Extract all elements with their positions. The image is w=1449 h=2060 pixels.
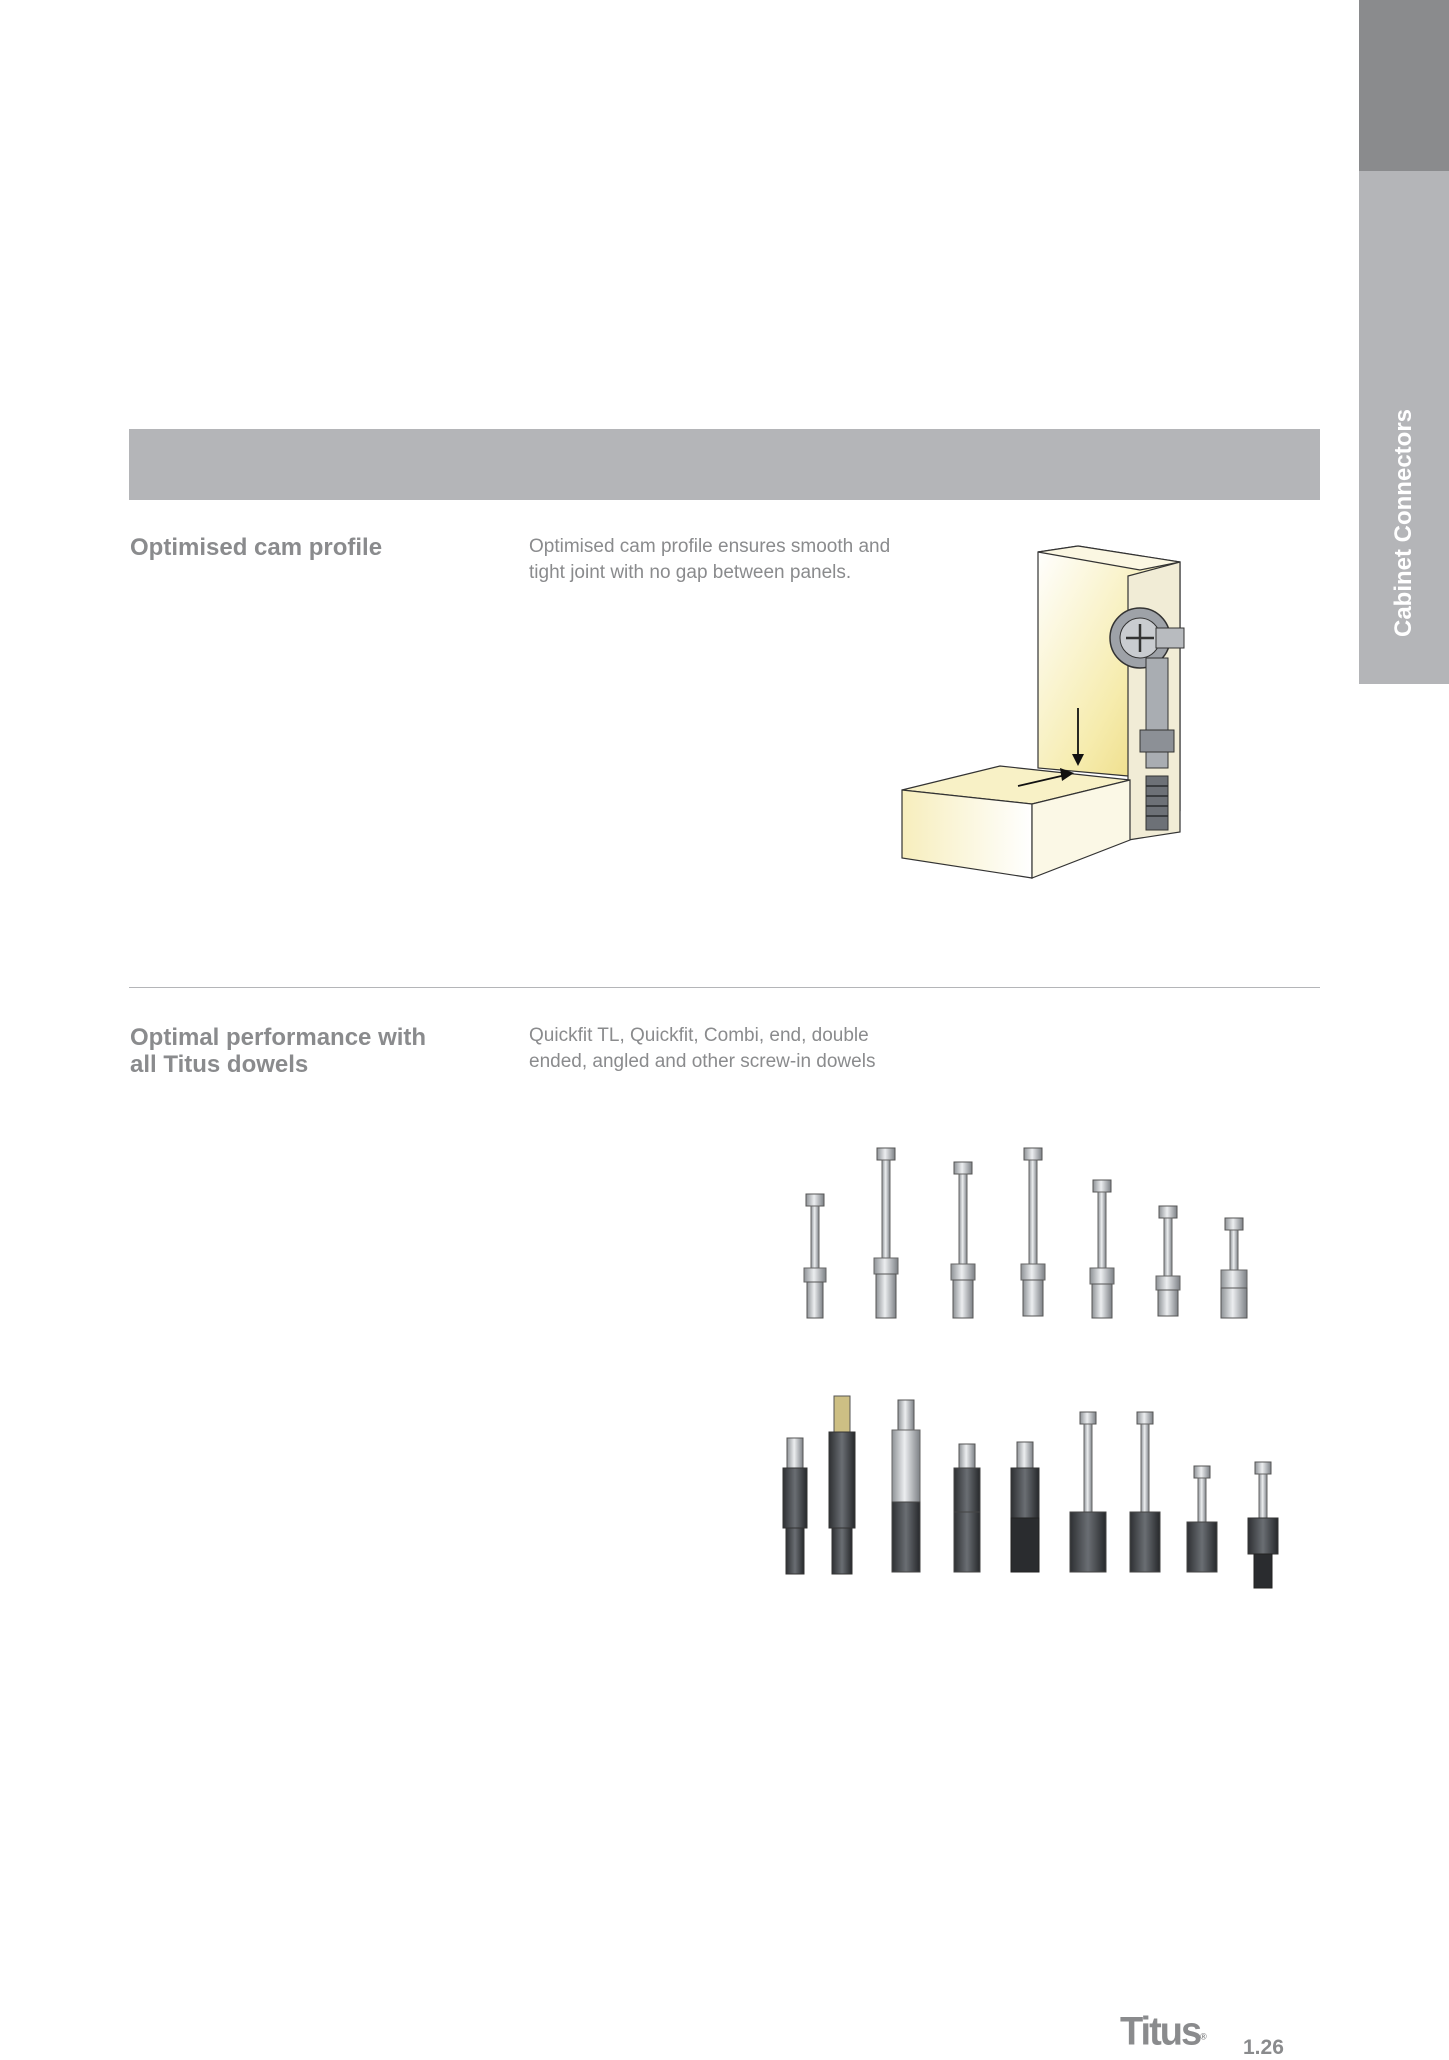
dowel-item (1070, 1412, 1106, 1572)
desc-line: ended, angled and other screw-in dowels (529, 1051, 876, 1072)
desc-line: tight joint with no gap between panels. (529, 562, 852, 583)
heading-line: all Titus dowels (130, 1051, 309, 1078)
dowel-item (804, 1194, 826, 1318)
side-tab-top-block (1359, 0, 1449, 171)
desc-line: Quickfit TL, Quickfit, Combi, end, double (529, 1025, 869, 1046)
dowel-collar-icon (1140, 730, 1174, 752)
heading-line: Optimal performance with (130, 1024, 427, 1051)
logo-text: Titus (1120, 2009, 1201, 2055)
cam-connector-illustration (900, 540, 1190, 885)
dowel-item (1221, 1218, 1247, 1318)
dowels-photo (770, 1140, 1290, 1630)
dowel-item (1011, 1442, 1039, 1572)
dowel-item (1187, 1466, 1217, 1572)
section-divider (129, 987, 1320, 988)
section-description-cam-profile (529, 534, 949, 586)
section-description-dowels (529, 1023, 949, 1075)
titus-logo (1120, 2011, 1207, 2053)
dowel-row-bottom (783, 1396, 1278, 1588)
page-number: 1.26 (1243, 2036, 1284, 2059)
dowel-item (1248, 1462, 1278, 1588)
dowel-row-top (804, 1148, 1247, 1318)
side-tab-label-wrap (1359, 171, 1449, 684)
dowel-item (951, 1162, 975, 1318)
dowel-item (954, 1444, 980, 1572)
dowel-item (874, 1148, 898, 1318)
logo-registered-mark: ® (1200, 2030, 1207, 2042)
dowel-item (1130, 1412, 1160, 1572)
cam-clip-icon (1156, 628, 1184, 648)
dowel-item (1090, 1180, 1114, 1318)
side-tab-label: Cabinet Connectors (1390, 408, 1417, 637)
dowel-thread-icon (1146, 776, 1168, 830)
horizontal-panel-front-shape (902, 790, 1032, 878)
dowel-item (1021, 1148, 1045, 1316)
section-heading-cam-profile: Optimised cam profile (130, 534, 383, 561)
section-heading-dowels (130, 1024, 426, 1078)
dowel-item (892, 1400, 920, 1572)
dowel-item (783, 1438, 807, 1574)
section-header-band (129, 429, 1320, 500)
dowel-item (1156, 1206, 1180, 1316)
desc-line: Optimised cam profile ensures smooth and (529, 536, 891, 557)
dowel-item (829, 1396, 855, 1574)
